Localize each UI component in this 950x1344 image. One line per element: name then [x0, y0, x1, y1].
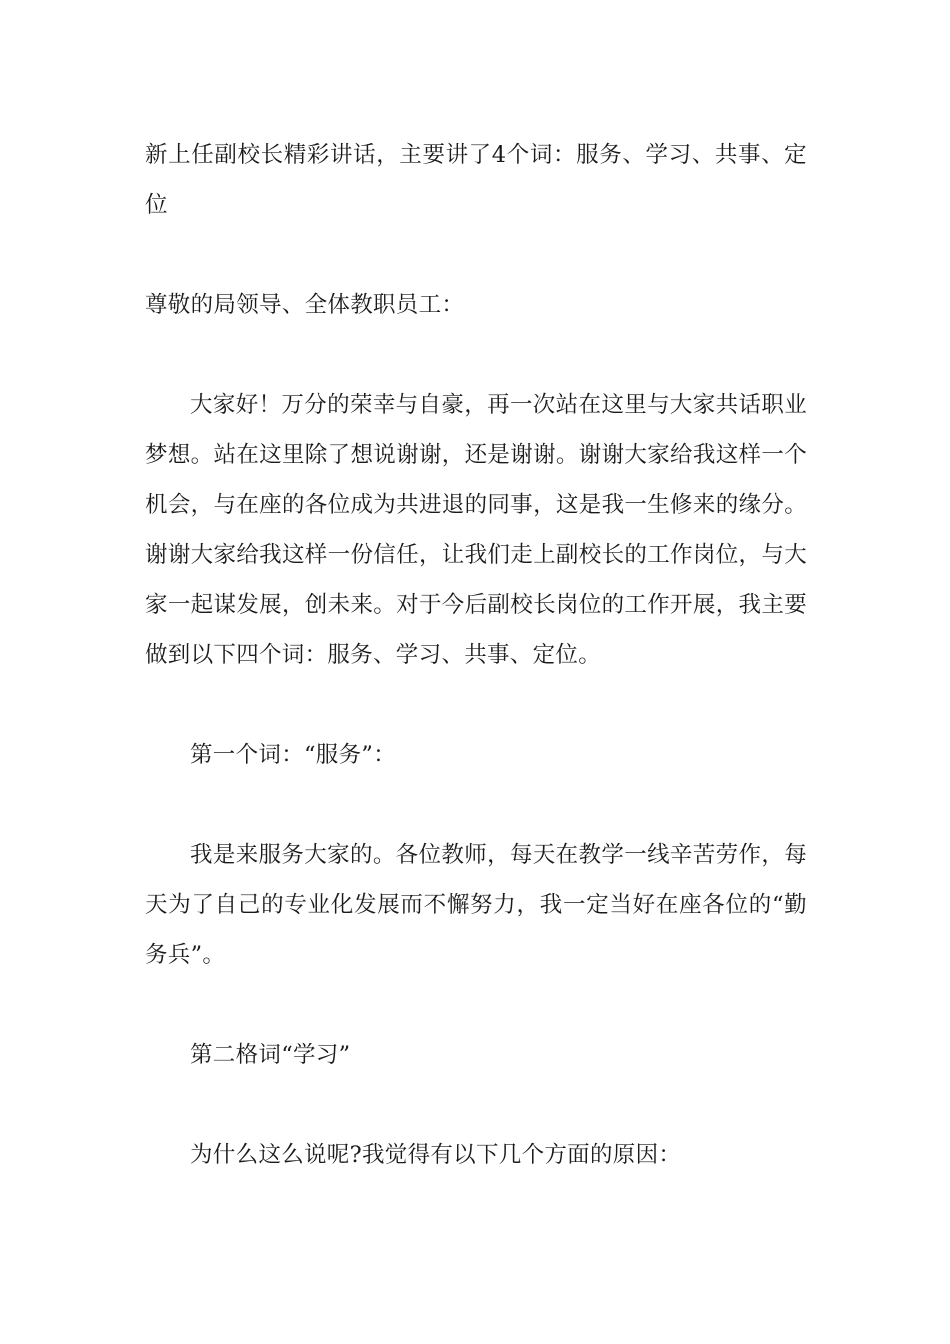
paragraph-intro: 大家好！万分的荣幸与自豪，再一次站在这里与大家共话职业梦想。站在这里除了想说谢谢，还是谢谢。谢谢大家给我这样一个机会，与在座的各位成为共进退的同事，这是我一生修来的缘分。谢谢大家给我这样一份信任，让我们走上副校长的工作岗位，与大家一起谋发展，创未来。对于今后副校长岗位的工作开展，我主要做到以下四个词：服务、学习、共事、定位。	[145, 392, 807, 668]
document-page	[145, 130, 807, 1230]
paragraph-study: 为什么这么说呢?我觉得有以下几个方面的原因：	[190, 1142, 682, 1168]
heading-study: 第二格词“学习”	[190, 1042, 351, 1068]
heading-service: 第一个词：“服务”：	[190, 742, 397, 768]
salutation: 尊敬的局领导、全体教职员工：	[145, 292, 465, 318]
document-title: 新上任副校长精彩讲话，主要讲了4个词：服务、学习、共事、定位	[145, 142, 807, 218]
paragraph-service: 我是来服务大家的。各位教师，每天在教学一线辛苦劳作，每天为了自己的专业化发展而不懈努力，我一定当好在座各位的“勤务兵”。	[145, 842, 807, 968]
